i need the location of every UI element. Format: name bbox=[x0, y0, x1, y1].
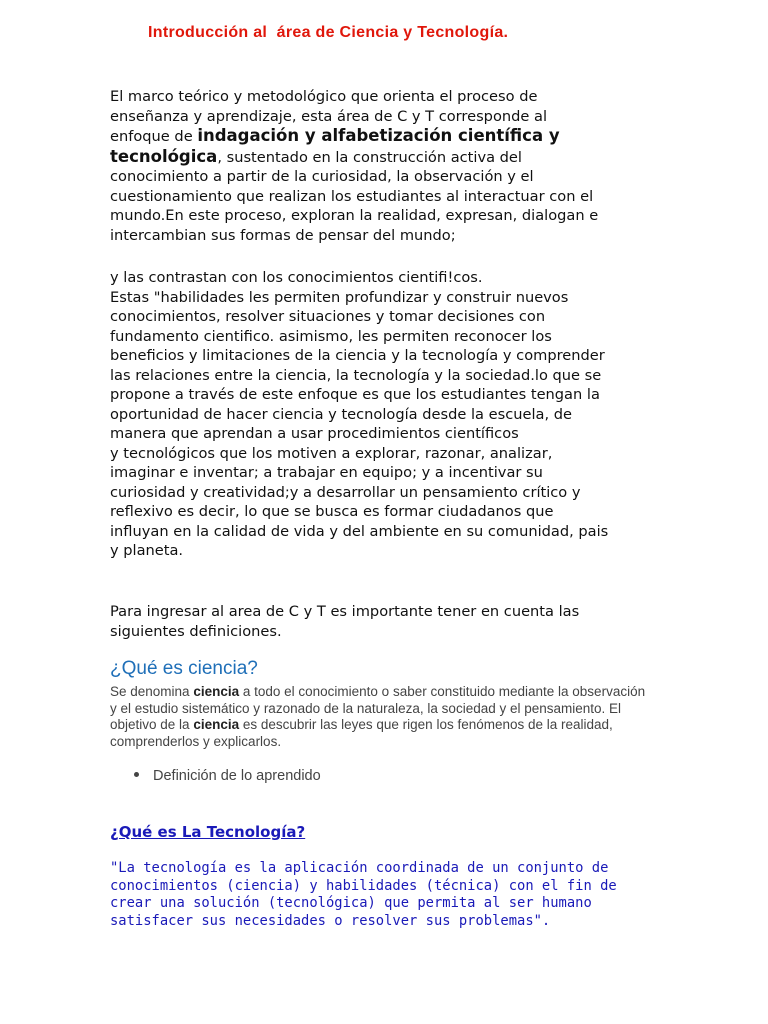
intro-line: enseñanza y aprendizaje, esta área de C y T corresponde al bbox=[110, 107, 547, 125]
intro-line bbox=[110, 126, 670, 147]
paragraph-line: y planeta. bbox=[110, 542, 184, 559]
bullet-item bbox=[134, 768, 321, 784]
paragraph-line: Estas "habilidades les permiten profundizar y construir nuevos bbox=[110, 288, 569, 306]
paragraph-line: reflexivo es decir, lo que se busca es formar ciudadanos que bbox=[110, 503, 554, 520]
bullet-dot-icon bbox=[134, 772, 139, 777]
intro-line: cuestionamiento que realizan los estudiantes al interactuar con el bbox=[110, 187, 594, 205]
paragraph-line: curiosidad y creatividad;y a desarrollar un pensamiento crítico y bbox=[110, 483, 581, 501]
paragraph-line: fundamento cientifico. asimismo, les permiten reconocer los bbox=[110, 327, 552, 345]
paragraph-line: Para ingresar al area de C y T es importante tener en cuenta las bbox=[110, 603, 580, 620]
habilidades-paragraph bbox=[110, 268, 670, 561]
page-title: Introducción al área de Ciencia y Tecnología. bbox=[148, 24, 509, 41]
intro-text: enfoque de bbox=[110, 128, 198, 145]
tecnologia-heading-link[interactable]: ¿Qué es La Tecnología? bbox=[110, 823, 306, 841]
paragraph-line: beneficios y limitaciones de la ciencia y la tecnología y comprender bbox=[110, 347, 605, 364]
intro-paragraph bbox=[110, 87, 670, 245]
paragraph-line: siguientes definiciones. bbox=[110, 622, 282, 640]
bullet-label: Definición de lo aprendido bbox=[153, 768, 321, 784]
paragraph-line: las relaciones entre la ciencia, la tecnología y la sociedad.lo que se bbox=[110, 366, 602, 384]
intro-line: intercambian sus formas de pensar del mundo; bbox=[110, 226, 456, 244]
definition-term: ciencia bbox=[193, 684, 240, 699]
ciencia-definition bbox=[110, 684, 655, 750]
definiciones-paragraph bbox=[110, 602, 670, 641]
paragraph-line: imaginar e inventar; a trabajar en equipo; y a incentivar su bbox=[110, 464, 543, 481]
quote-line: "La tecnología es la aplicación coordinada de un conjunto de bbox=[110, 860, 609, 876]
quote-line: conocimientos (ciencia) y habilidades (técnica) con el fin de bbox=[110, 877, 617, 894]
paragraph-line: propone a través de este enfoque es que los estudiantes tengan la bbox=[110, 386, 600, 403]
paragraph-line: manera que aprendan a usar procedimientos científicos bbox=[110, 425, 519, 442]
intro-line: mundo.En este proceso, exploran la realidad, expresan, dialogan e bbox=[110, 207, 599, 224]
intro-line bbox=[110, 147, 670, 168]
definition-text: es descubrir las leyes que rigen los fenómenos de la realidad, comprenderlos y explicarlos. bbox=[110, 717, 613, 749]
definition-text: Se denomina bbox=[110, 684, 194, 699]
tecnologia-quote bbox=[110, 860, 670, 930]
paragraph-line: y tecnológicos que los motiven a explorar, razonar, analizar, bbox=[110, 444, 553, 462]
ciencia-heading: ¿Qué es ciencia? bbox=[110, 658, 258, 679]
paragraph-line: oportunidad de hacer ciencia y tecnología desde la escuela, de bbox=[110, 405, 572, 423]
definition-text: a todo el conocimiento o saber constituido mediante la observación y el estudio sistemático y razonado de la naturaleza, la sociedad y el pensamiento. El objetivo de la bbox=[110, 684, 646, 732]
intro-emphasis: tecnológica bbox=[110, 146, 218, 166]
intro-line: conocimiento a partir de la curiosidad, la observación y el bbox=[110, 168, 534, 185]
paragraph-line: y las contrastan con los conocimientos cientifi!cos. bbox=[110, 269, 483, 286]
quote-line: satisfacer sus necesidades o resolver sus problemas". bbox=[110, 912, 551, 929]
intro-line: El marco teórico y metodológico que orienta el proceso de bbox=[110, 88, 538, 105]
intro-text: , sustentado en la construcción activa del bbox=[217, 148, 522, 166]
quote-line: crear una solución (tecnológica) que permita al ser humano bbox=[110, 895, 592, 911]
definition-term: ciencia bbox=[193, 717, 240, 732]
intro-emphasis: indagación y alfabetización científica y bbox=[197, 126, 560, 145]
paragraph-line: conocimientos, resolver situaciones y tomar decisiones con bbox=[110, 308, 546, 325]
paragraph-line: influyan en la calidad de vida y del ambiente en su comunidad, pais bbox=[110, 522, 609, 540]
